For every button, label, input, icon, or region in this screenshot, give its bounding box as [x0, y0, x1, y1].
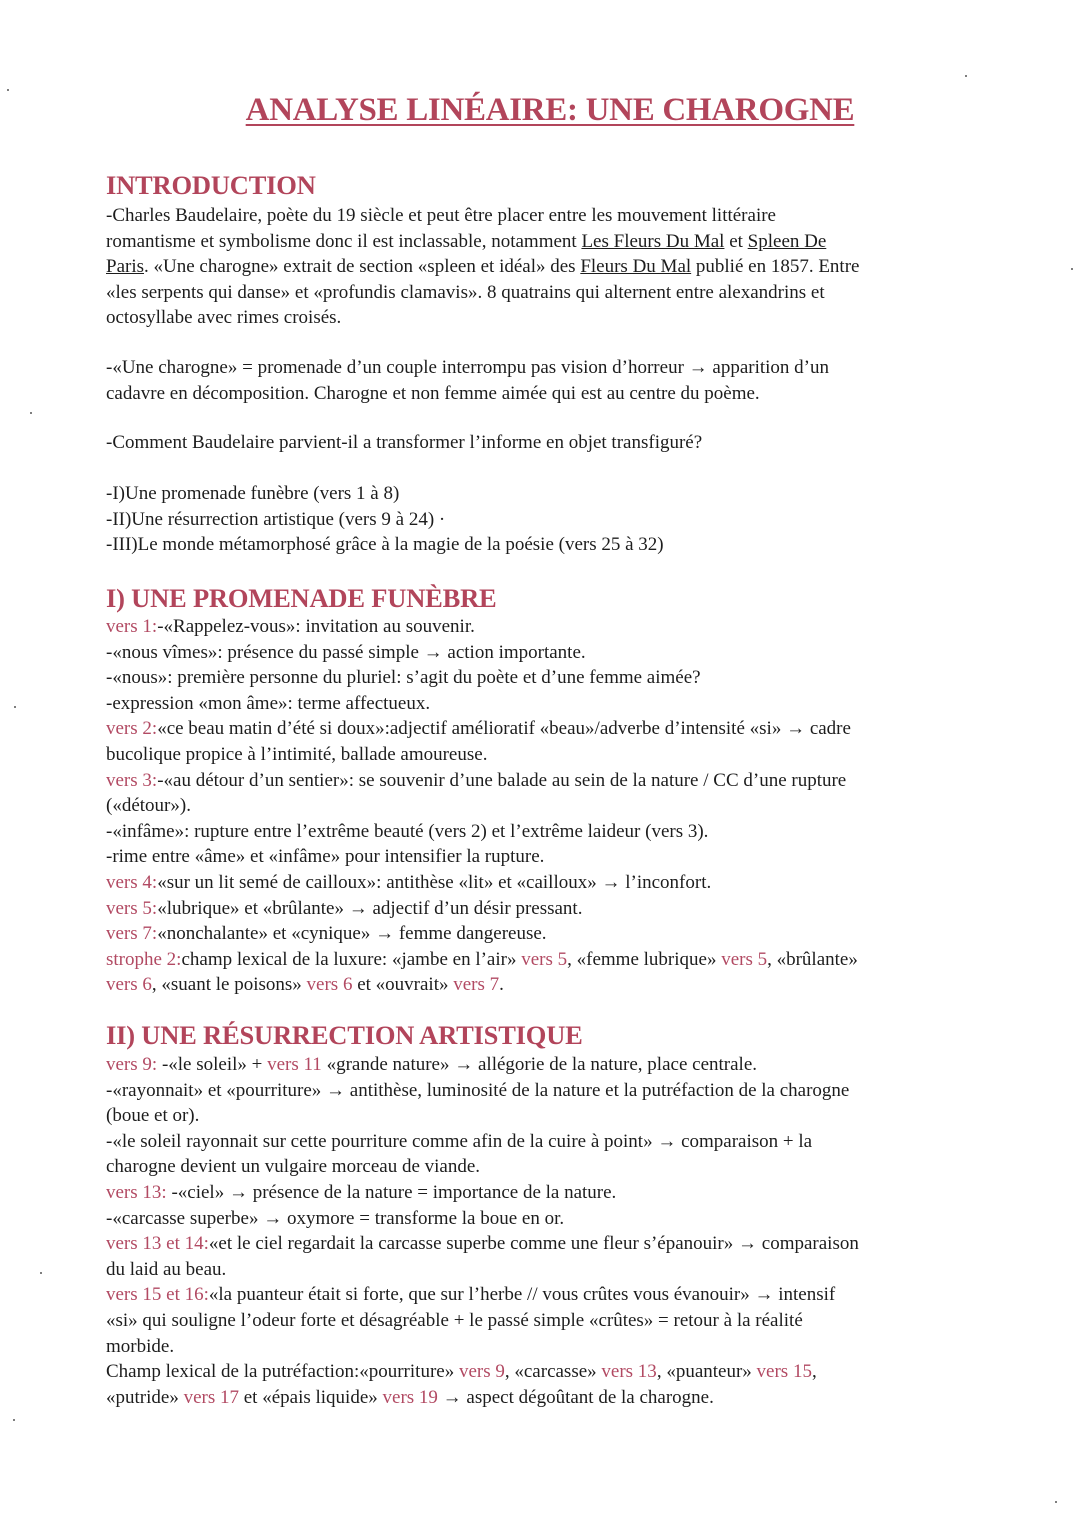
book-title: Spleen De: [747, 230, 827, 252]
intro-plan: [106, 481, 1001, 558]
book-title: Paris: [106, 256, 144, 278]
text-line: [106, 481, 1001, 507]
text-run: , «puanteur»: [656, 1361, 757, 1383]
verse-reference: vers 11: [267, 1054, 322, 1075]
text-run: ,: [811, 1361, 817, 1383]
text-line: [106, 1257, 1001, 1283]
text-line: [106, 742, 1001, 768]
verse-reference: vers 15: [756, 1361, 812, 1383]
heading-introduction: INTRODUCTION: [106, 170, 316, 200]
verse-reference: vers 3:: [106, 769, 158, 791]
text-run: -«rayonnait» et «pourriture» → antithèse, luminosité de la nature et la putréfaction de la charogne: [106, 1079, 850, 1101]
text-line: [106, 203, 1001, 229]
text-run: -Comment Baudelaire parvient-il a transformer l’informe en objet transfiguré?: [106, 432, 703, 453]
text-run: «si» qui souligne l’odeur forte et désagréable + le passé simple «crûtes» = retour à la réalité: [106, 1309, 803, 1331]
text-line: [106, 844, 1001, 870]
verse-reference: strophe 2:: [106, 948, 182, 970]
verse-reference: vers 13 et 14:: [106, 1233, 209, 1255]
text-run: champ lexical de la luxure: «jambe en l’air»: [181, 948, 522, 970]
verse-reference: vers 15 et 16:: [106, 1284, 209, 1306]
text-line: [106, 1308, 1001, 1334]
text-line: [106, 614, 1001, 640]
text-run: «lubrique» et «brûlante» → adjectif d’un désir pressant.: [157, 897, 583, 919]
scan-speck: [965, 75, 967, 77]
text-run: -expression «mon âme»: terme affectueux.: [106, 692, 431, 714]
text-line: [106, 870, 1001, 896]
text-run: -«nous vîmes»: présence du passé simple → action importante.: [106, 641, 586, 663]
text-run: -rime entre «âme» et «infâme» pour intensifier la rupture.: [106, 846, 545, 868]
text-run: Champ lexical de la putréfaction:«pourriture»: [106, 1361, 459, 1383]
text-run: (boue et or).: [106, 1105, 200, 1127]
text-run: «nonchalante» et «cynique» → femme dangereuse.: [157, 923, 547, 945]
text-run: -«au détour d’un sentier»: se souvenir d’une balade au sein de la nature / CC d’une rupture: [157, 769, 847, 791]
text-run: -«infâme»: rupture entre l’extrême beauté (vers 2) et l’extrême laideur (vers 3).: [106, 820, 709, 842]
text-run: romantisme et symbolisme donc il est inclassable, notamment: [106, 230, 582, 252]
text-run: -«le soleil» +: [157, 1054, 268, 1075]
text-run: .: [499, 974, 504, 996]
text-line: [106, 1231, 1001, 1257]
verse-reference: vers 1:: [106, 616, 158, 637]
text-run: charogne devient un vulgaire morceau de viande.: [106, 1156, 481, 1178]
text-line: [106, 793, 1001, 819]
intro-problematique: [106, 430, 1001, 456]
text-line: [106, 819, 1001, 845]
scan-speck: [40, 1272, 42, 1274]
text-line: [106, 1103, 1001, 1129]
text-line: [106, 229, 1001, 255]
verse-reference: vers 6: [306, 974, 353, 996]
verse-reference: vers 13:: [106, 1181, 167, 1203]
scan-speck: [14, 706, 16, 708]
text-line: [106, 1078, 1001, 1104]
verse-reference: vers 13: [601, 1361, 657, 1383]
text-run: publié en 1857. Entre: [691, 256, 860, 278]
text-line: [106, 665, 1001, 691]
text-line: [106, 921, 1001, 947]
text-run: , «carcasse»: [504, 1361, 602, 1383]
heading-part-2: II) UNE RÉSURRECTION ARTISTIQUE: [106, 1020, 583, 1050]
text-line: [106, 640, 1001, 666]
text-line: [106, 1154, 1001, 1180]
verse-reference: vers 5: [721, 948, 768, 970]
book-title: Fleurs Du Mal: [580, 256, 692, 278]
scan-speck: [1055, 1501, 1057, 1503]
text-line: [106, 1385, 1001, 1411]
text-line: [106, 305, 1001, 331]
text-line: [106, 355, 1001, 381]
page-title: ANALYSE LINÉAIRE: UNE CHAROGNE: [245, 92, 855, 128]
text-run: «grande nature» → allégorie de la nature, place centrale.: [321, 1054, 758, 1075]
text-run: -II)Une résurrection artistique (vers 9 à 24) ·: [106, 508, 446, 530]
text-run: -«le soleil rayonnait sur cette pourriture comme afin de la cuire à point» → comparaison + la: [106, 1130, 813, 1152]
text-line: [106, 1052, 1001, 1078]
text-run: , «brûlante»: [767, 948, 858, 970]
text-run: «les serpents qui danse» et «profundis clamavis». 8 quatrains qui alternent entre alexandrins et: [106, 281, 825, 303]
text-line: [106, 430, 1001, 456]
text-line: [106, 1359, 1001, 1385]
text-run: «putride»: [106, 1386, 184, 1408]
verse-reference: vers 5: [521, 948, 568, 970]
verse-reference: vers 6: [106, 974, 152, 996]
verse-reference: vers 17: [183, 1386, 239, 1408]
text-run: -Charles Baudelaire, poète du 19 siècle et peut être placer entre les mouvement littéraire: [106, 205, 776, 226]
text-run: . «Une charogne» extrait de section «spleen et idéal» des: [144, 256, 581, 278]
verse-reference: vers 7:: [106, 923, 158, 945]
text-line: [106, 1206, 1001, 1232]
text-run: → aspect dégoûtant de la charogne.: [437, 1386, 714, 1408]
intro-paragraph-2: [106, 355, 1001, 406]
text-run: -III)Le monde métamorphosé grâce à la magie de la poésie (vers 25 à 32): [106, 534, 664, 556]
text-line: [106, 768, 1001, 794]
verse-reference: vers 7: [453, 974, 500, 996]
text-run: du laid au beau.: [106, 1258, 227, 1280]
verse-reference: vers 2:: [106, 718, 158, 740]
text-run: , «suant le poisons»: [151, 974, 307, 996]
verse-reference: vers 9:: [106, 1054, 158, 1075]
text-line: [106, 381, 1001, 407]
scan-speck: [30, 412, 32, 414]
text-line: [106, 716, 1001, 742]
verse-reference: vers 19: [382, 1386, 438, 1408]
heading-part-1: I) UNE PROMENADE FUNÈBRE: [106, 583, 497, 613]
text-line: [106, 1334, 1001, 1360]
intro-paragraph-1: [106, 203, 1001, 331]
text-run: («détour»).: [106, 795, 191, 817]
text-run: , «femme lubrique»: [567, 948, 722, 970]
verse-reference: vers 9: [458, 1361, 505, 1383]
scan-speck: [7, 89, 9, 91]
text-run: bucolique propice à l’intimité, ballade amoureuse.: [106, 743, 488, 765]
text-line: [106, 280, 1001, 306]
part-1-body: [106, 614, 1001, 998]
text-run: octosyllabe avec rimes croisés.: [106, 307, 342, 329]
scan-speck: [1071, 268, 1073, 270]
text-run: -«Rappelez-vous»: invitation au souvenir.: [157, 616, 475, 637]
text-line: [106, 1282, 1001, 1308]
text-run: morbide.: [106, 1335, 175, 1357]
text-line: [106, 254, 1001, 280]
text-run: «ce beau matin d’été si doux»:adjectif amélioratif «beau»/adverbe d’intensité «si» → cadre: [157, 718, 851, 740]
book-title: Les Fleurs Du Mal: [581, 230, 725, 252]
text-run: et «épais liquide»: [238, 1386, 383, 1408]
text-run: -I)Une promenade funèbre (vers 1 à 8): [106, 483, 400, 504]
verse-reference: vers 5:: [106, 897, 158, 919]
text-run: et «ouvrait»: [352, 974, 454, 996]
text-line: [106, 947, 1001, 973]
text-run: cadavre en décomposition. Charogne et non femme aimée qui est au centre du poème.: [106, 382, 760, 404]
text-run: -«nous»: première personne du pluriel: s’agit du poète et d’une femme aimée?: [106, 667, 701, 689]
scan-speck: [13, 1419, 15, 1421]
text-line: [106, 972, 1001, 998]
text-line: [106, 691, 1001, 717]
text-line: [106, 896, 1001, 922]
text-line: [106, 507, 1001, 533]
text-line: [106, 1180, 1001, 1206]
text-run: -«Une charogne» = promenade d’un couple interrompu pas vision d’horreur → apparition d’un: [106, 357, 830, 378]
text-run: «et le ciel regardait la carcasse superbe comme une fleur s’épanouir» → comparaison: [208, 1233, 859, 1255]
verse-reference: vers 4:: [106, 871, 158, 893]
part-2-body: [106, 1052, 1001, 1410]
text-run: «sur un lit semé de cailloux»: antithèse «lit» et «cailloux» → l’inconfort.: [157, 871, 712, 893]
text-run: «la puanteur était si forte, que sur l’herbe // vous crûtes vous évanouir» → intensif: [208, 1284, 836, 1306]
text-run: -«ciel» → présence de la nature = importance de la nature.: [166, 1181, 617, 1203]
text-run: et: [724, 230, 748, 252]
text-run: -«carcasse superbe» → oxymore = transforme la boue en or.: [106, 1207, 565, 1229]
text-line: [106, 1129, 1001, 1155]
text-line: [106, 532, 1001, 558]
